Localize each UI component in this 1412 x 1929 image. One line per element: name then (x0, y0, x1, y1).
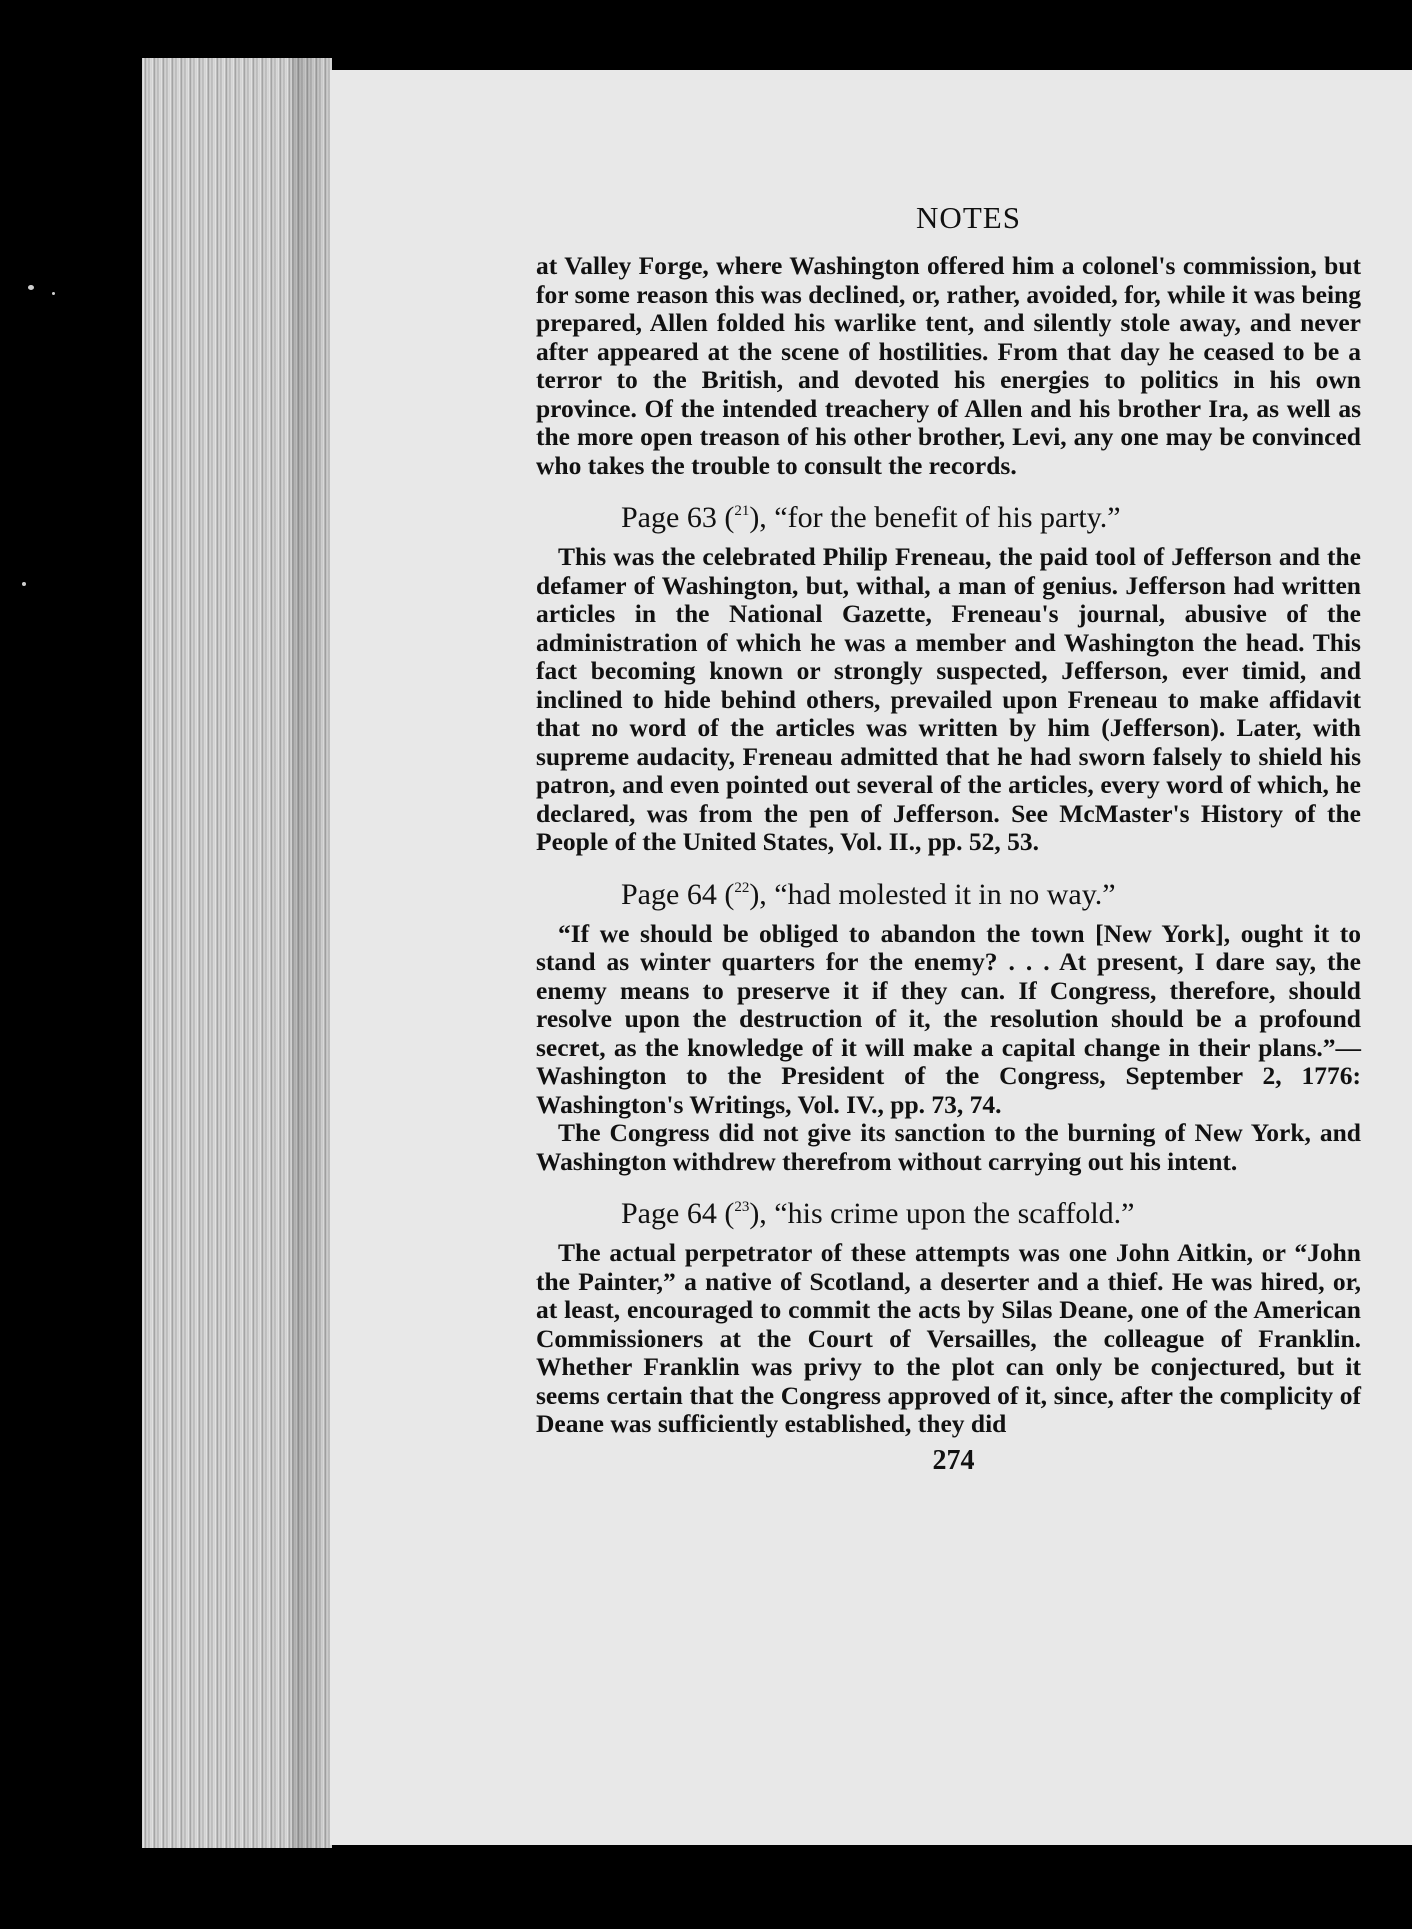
note-heading-quote: ), “for the benefit of his party.” (749, 501, 1121, 534)
note-paragraph: The actual perpetrator of these attempts was one John Aitkin, or “John the Painter,” a native of Scotland, a deserter and a thief. He was hired, or, at least, encouraged to commit the acts by Silas Deane, one of the American Commissioners at the Court of Versailles, the colleague of Franklin. Whether Franklin was privy to the plot can only be conjectured, but it seems certain that the Congress approved of it, since, after the complicity of Deane was sufficiently established, they did (536, 1238, 1361, 1438)
note-paragraph: “If we should be obliged to abandon the town [New York], ought it to stand as winter quarters for the enemy? . . . At present, I dare say, the enemy means to preserve it if they can. If Congress, therefore, should resolve upon the destruction of it, the resolution should be a profound secret, as the knowledge of it will make a capital change in their plans.”— Washington to the President of the Congress, September 2, 1776: Washington's Writings, Vol. IV., pp. 73, 74. (536, 918, 1361, 1119)
note-paragraph: The Congress did not give its sanction to the burning of New York, and Washington withdrew therefrom without carrying out his intent. (536, 1118, 1361, 1176)
note-heading (621, 1190, 1361, 1231)
scan-speck (22, 582, 26, 586)
page-content (536, 200, 1361, 1477)
scan-speck (28, 285, 34, 290)
note-number: 21 (734, 503, 750, 519)
note (536, 494, 1361, 857)
note-number: 22 (734, 879, 750, 896)
note-heading (621, 494, 1361, 535)
page-stack-edge (142, 58, 332, 1848)
note-page-label: Page 64 ( (621, 877, 735, 911)
note (536, 871, 1361, 1177)
running-head: NOTES (916, 200, 1021, 235)
book-page (330, 70, 1412, 1845)
note-heading-quote: ), “his crime upon the scaffold.” (749, 1197, 1135, 1230)
note-page-label: Page 64 ( (621, 1197, 735, 1230)
opening-paragraph: at Valley Forge, where Washington offered him a colonel's commission, but for some reason this was declined, or, rather, avoided, for, while it was being prepared, Allen folded his warlike tent, and silently stole away, and never after appeared at the scene of hostilities. From that day he ceased to be a terror to the British, and devoted his energies to politics in his own province. Of the intended treachery of Allen and his brother Ira, as well as the more open treason of his other brother, Levi, any one may be convinced who takes the trouble to consult the records. (536, 251, 1361, 480)
page-number: 274 (932, 1444, 975, 1476)
note-heading (621, 871, 1361, 912)
scan-speck (52, 292, 55, 295)
note-paragraph: This was the celebrated Philip Freneau, the paid tool of Jefferson and the defamer of Washington, but, withal, a man of genius. Jefferson had written articles in the National Gazette, Freneau's journal, abusive of the administration of which he was a member and Washington the head. This fact becoming known or strongly suspected, Jefferson, ever timid, and inclined to hide behind others, prevailed upon Freneau to make affidavit that no word of the articles was written by him (Jefferson). Later, with supreme audacity, Freneau admitted that he had sworn falsely to shield his patron, and even pointed out several of the articles, every word of which, he declared, was from the pen of Jefferson. See McMaster's History of the People of the United States, Vol. II., pp. 52, 53. (536, 542, 1361, 856)
note-page-label: Page 63 ( (621, 501, 735, 534)
note-number: 23 (734, 1199, 750, 1215)
note (536, 1190, 1361, 1439)
note-heading-quote: ), “had molested it in no way.” (749, 877, 1116, 911)
